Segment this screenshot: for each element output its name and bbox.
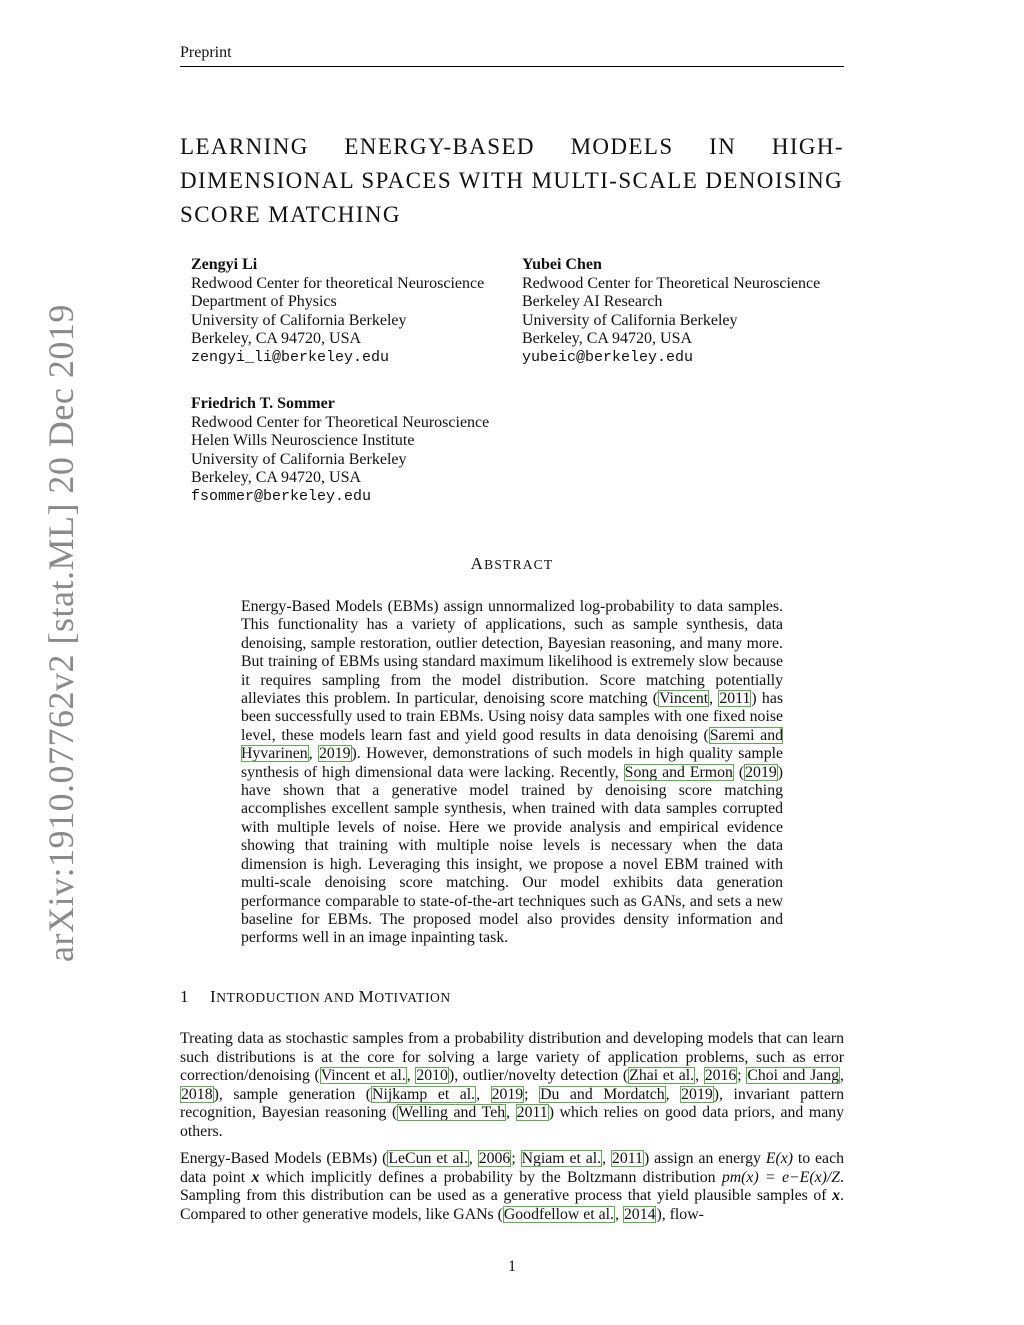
author-affiliation: Berkeley, CA 94720, USA bbox=[522, 330, 693, 347]
section-heading-part: I bbox=[210, 987, 217, 1006]
title-line-2: DIMENSIONAL SPACES WITH MULTI-SCALE DENOISING bbox=[180, 168, 844, 193]
text-run: ; bbox=[511, 1150, 521, 1167]
citation-link[interactable]: 2011 bbox=[719, 690, 751, 708]
math-inline: pm(x) = bbox=[721, 1168, 776, 1186]
intro-paragraph-2 bbox=[180, 1150, 844, 1224]
math-inline: x bbox=[251, 1168, 260, 1186]
text-run: ; bbox=[524, 1085, 540, 1103]
author-affiliation: University of California Berkeley bbox=[191, 450, 407, 468]
author-affiliation: University of California Berkeley bbox=[522, 311, 738, 329]
citation-link[interactable]: Vincent bbox=[659, 690, 709, 708]
text-run: . Compared to other generative models, like GANs ( bbox=[180, 1187, 844, 1223]
abstract-heading bbox=[180, 554, 844, 574]
text-run: ) have shown that a generative model trained by denoising score matching accomplishes excellent sample synthesis, when trained with data samples corrupted with multiple levels of noise. Here we provide analysis and empirical evidence showing that training with multiple noise levels is necessary when the data dimension is high. Leveraging this insight, we propose a novel EBM trained with multi-scale denoising score matching. Our model exhibits data generation performance comparable to state-of-the-art techniques such as GANs, and sets a new baseline for EBMs. The proposed model also provides density information and performs well in an image inpainting task. bbox=[241, 763, 783, 947]
intro-paragraph-1 bbox=[180, 1030, 844, 1141]
author-affiliation: Redwood Center for theoretical Neuroscience bbox=[191, 274, 485, 292]
section-heading-part: NTRODUCTION AND bbox=[216, 990, 359, 1005]
citation-link[interactable]: 2019 bbox=[491, 1085, 524, 1103]
abstract-heading-initial: A bbox=[470, 554, 485, 573]
author-affiliation: Department of Physics bbox=[191, 293, 337, 310]
author-name: Zengyi Li bbox=[191, 256, 258, 273]
citation-link[interactable]: 2011 bbox=[516, 1104, 548, 1121]
author-affiliation: Berkeley, CA 94720, USA bbox=[191, 330, 362, 347]
citation-link[interactable]: Song and Ermon bbox=[624, 763, 733, 781]
text-run: ), invariant pattern recognition, Bayesian reasoning ( bbox=[180, 1085, 844, 1121]
text-run: , bbox=[602, 1150, 611, 1167]
author-block-2 bbox=[522, 256, 820, 367]
text-run: , bbox=[468, 1150, 478, 1167]
author-name: Friedrich T. Sommer bbox=[191, 395, 335, 412]
text-run: Energy-Based Models (EBMs) assign unnormalized log-probability to data samples. This functionality has a variety of applications, such as sample synthesis, data denoising, sample restoration, outlier detection, Bayesian reasoning, and many more. But training of EBMs using standard maximum likelihood is extremely slow because it requires sampling from the model distribution. Score matching potentially alleviates this problem. In particular, denoising score matching ( bbox=[241, 598, 783, 708]
header-rule bbox=[180, 66, 844, 67]
section-heading-part: M bbox=[358, 987, 375, 1006]
citation-link[interactable]: Zhai et al. bbox=[629, 1067, 695, 1084]
author-email[interactable]: fsommer@berkeley.edu bbox=[191, 487, 372, 505]
citation-link[interactable]: 2016 bbox=[704, 1067, 737, 1084]
author-affiliation: Redwood Center for Theoretical Neuroscience bbox=[191, 413, 490, 431]
text-run: , bbox=[840, 1067, 844, 1084]
text-run: , bbox=[406, 1067, 416, 1084]
citation-link[interactable]: 2019 bbox=[681, 1085, 713, 1103]
citation-link[interactable]: Nijkamp et al. bbox=[372, 1085, 476, 1103]
text-run: , bbox=[506, 1104, 516, 1121]
text-run: , bbox=[709, 690, 719, 708]
citation-link[interactable]: 2019 bbox=[745, 763, 777, 781]
author-email[interactable]: zengyi_li@berkeley.edu bbox=[191, 348, 390, 366]
text-run: , bbox=[476, 1085, 491, 1103]
citation-link[interactable]: 2011 bbox=[611, 1150, 643, 1167]
math-inline: x bbox=[832, 1187, 841, 1204]
author-affiliation: Berkeley AI Research bbox=[522, 293, 663, 310]
text-run: ), flow- bbox=[656, 1205, 704, 1223]
text-run: Energy-Based Models (EBMs) ( bbox=[180, 1150, 388, 1167]
text-run: , bbox=[308, 745, 318, 763]
citation-link[interactable]: 2014 bbox=[623, 1205, 656, 1223]
text-run: ). However, demonstrations of such models in high quality sample synthesis of high dimensional data were lacking. Recently, bbox=[241, 745, 783, 781]
text-run: Treating data as stochastic samples from a probability distribution and developing models that can learn such distributions is at the core for solving a large variety of application problems, such as error correction/denoising ( bbox=[180, 1030, 844, 1084]
abstract-heading-rest: BSTRACT bbox=[484, 557, 554, 572]
arxiv-stamp: arXiv:1910.07762v2 [stat.ML] 20 Dec 2019 bbox=[41, 304, 81, 962]
math-inline: e−E(x)/Z bbox=[782, 1168, 841, 1186]
author-name: Yubei Chen bbox=[522, 256, 602, 273]
text-run: , bbox=[614, 1205, 623, 1223]
text-run: to each data point bbox=[180, 1150, 844, 1186]
citation-link[interactable]: 2006 bbox=[478, 1150, 511, 1167]
text-run: ) which relies on good data priors, and many others. bbox=[180, 1104, 845, 1140]
title-line-3: SCORE MATCHING bbox=[180, 202, 401, 227]
citation-link[interactable]: Welling and Teh bbox=[398, 1104, 506, 1121]
text-run: ( bbox=[733, 763, 745, 781]
text-run: ; bbox=[737, 1067, 747, 1084]
citation-link[interactable]: Ngiam et al. bbox=[521, 1150, 602, 1167]
citation-link[interactable]: LeCun et al. bbox=[388, 1150, 468, 1167]
author-block-3 bbox=[191, 395, 489, 506]
section-heading bbox=[180, 987, 451, 1007]
citation-link[interactable]: 2010 bbox=[416, 1067, 448, 1084]
section-number: 1 bbox=[180, 987, 190, 1006]
author-affiliation: Berkeley, CA 94720, USA bbox=[191, 469, 362, 486]
text-run: , bbox=[665, 1085, 681, 1103]
text-run: ) assign an energy bbox=[643, 1150, 766, 1167]
page-number: 1 bbox=[508, 1258, 516, 1275]
paper-title bbox=[180, 130, 844, 232]
title-line-1: LEARNING ENERGY-BASED MODELS IN HIGH- bbox=[180, 134, 844, 159]
text-run: . Sampling from this distribution can be used as a generative process that yield plausible samples of bbox=[180, 1168, 844, 1204]
text-run: ), outlier/novelty detection ( bbox=[448, 1067, 629, 1084]
citation-link[interactable]: Vincent et al. bbox=[320, 1067, 406, 1084]
text-run: ), sample generation ( bbox=[213, 1085, 372, 1103]
citation-link[interactable]: Du and Mordatch bbox=[540, 1085, 665, 1103]
citation-link[interactable]: 2019 bbox=[318, 745, 351, 763]
text-run: ) has been successfully used to train EBMs. Using noisy data samples with one fixed noise level, these models learn fast and yield good results in data denoising ( bbox=[241, 690, 783, 744]
citation-link[interactable]: 2018 bbox=[181, 1085, 213, 1103]
citation-link[interactable]: Saremi and Hyvarinen bbox=[241, 726, 783, 763]
author-affiliation: University of California Berkeley bbox=[191, 311, 407, 329]
citation-link[interactable]: Choi and Jang bbox=[747, 1067, 840, 1084]
abstract-text bbox=[241, 598, 783, 948]
math-inline: E(x) bbox=[765, 1150, 793, 1167]
author-block-1 bbox=[191, 256, 484, 367]
section-heading-part: OTIVATION bbox=[374, 990, 451, 1005]
text-run: , bbox=[695, 1067, 704, 1084]
author-affiliation: Redwood Center for Theoretical Neuroscience bbox=[522, 274, 821, 292]
text-run: which implicitly defines a probability by the Boltzmann distribution bbox=[259, 1168, 722, 1186]
citation-link[interactable]: Goodfellow et al. bbox=[503, 1205, 614, 1223]
author-affiliation: Helen Wills Neuroscience Institute bbox=[191, 432, 415, 449]
running-header: Preprint bbox=[180, 44, 232, 61]
author-email[interactable]: yubeic@berkeley.edu bbox=[522, 348, 694, 366]
